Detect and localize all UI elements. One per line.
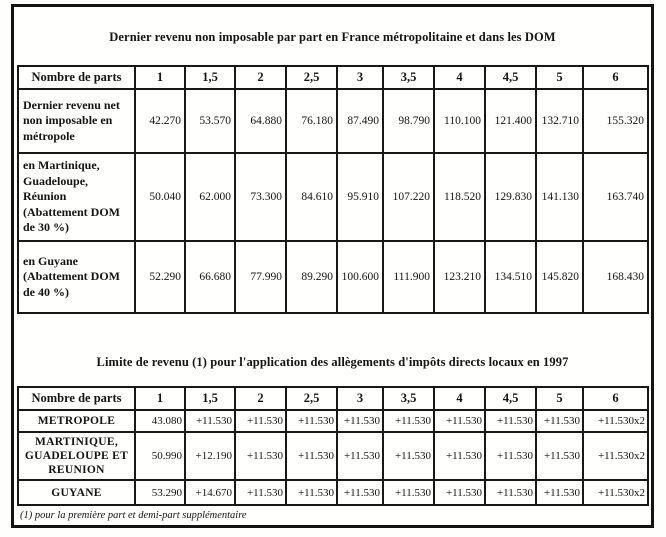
col-header: 2,5 (286, 66, 337, 89)
value-cell: 87.490 (337, 89, 383, 153)
value-cell: +11.530 (485, 480, 536, 505)
value-cell: +11.530 (434, 410, 485, 432)
col-header: 1,5 (185, 387, 235, 410)
value-cell: 43.080 (135, 410, 185, 432)
value-cell: +11.530 (286, 432, 337, 480)
col-header: 4 (434, 387, 485, 410)
col-header: 2,5 (286, 387, 337, 410)
value-cell: 95.910 (337, 153, 383, 241)
col-header: 1 (135, 66, 185, 89)
value-cell: 107.220 (383, 153, 434, 241)
row-label-metropole: METROPOLE (18, 410, 135, 432)
value-cell: +11.530 (536, 432, 583, 480)
value-cell: +11.530 (434, 432, 485, 480)
value-cell: +11.530 (383, 480, 434, 505)
value-cell: +11.530x2 (583, 410, 648, 432)
value-cell: 134.510 (485, 241, 536, 313)
col-header: 3,5 (383, 387, 434, 410)
value-cell: 50.040 (135, 153, 185, 241)
value-cell: +11.530x2 (583, 432, 648, 480)
value-cell: +11.530 (485, 410, 536, 432)
value-cell: +11.530 (235, 432, 286, 480)
value-cell: +11.530x2 (583, 480, 648, 505)
value-cell: 52.290 (135, 241, 185, 313)
value-cell: 50.990 (135, 432, 185, 480)
value-cell: +11.530 (337, 480, 383, 505)
value-cell: +11.530 (485, 432, 536, 480)
col-header: 5 (536, 66, 583, 89)
value-cell: 111.900 (383, 241, 434, 313)
row-label-metropole: Dernier revenu net non imposable en métropole (18, 89, 135, 153)
value-cell: 129.830 (485, 153, 536, 241)
value-cell: +11.530 (434, 480, 485, 505)
value-cell: +11.530 (383, 432, 434, 480)
value-cell: 77.990 (235, 241, 286, 313)
value-cell: 73.300 (235, 153, 286, 241)
col-header: 4,5 (485, 387, 536, 410)
table-row (18, 89, 648, 153)
table-row (18, 153, 648, 241)
value-cell: +11.530 (235, 410, 286, 432)
table-row (18, 480, 648, 505)
value-cell: +11.530 (235, 480, 286, 505)
col-header: 2 (235, 387, 286, 410)
value-cell: 64.880 (235, 89, 286, 153)
footnote: (1) pour la première part et demi-part supplémentaire (20, 510, 247, 521)
col-header: 1 (135, 387, 185, 410)
col-header: 3 (337, 387, 383, 410)
section2-title: Limite de revenu (1) pour l'application des allègements d'impôts directs locaux en 1997 (96, 355, 569, 369)
table-dernier-revenu (17, 65, 649, 314)
col-header-parts: Nombre de parts (18, 66, 135, 89)
value-cell: 110.100 (434, 89, 485, 153)
value-cell: 141.130 (536, 153, 583, 241)
row-label-martinique-guadeloupe-reunion: MARTINIQUE, GUADELOUPE ET REUNION (18, 432, 135, 480)
value-cell: 168.430 (583, 241, 648, 313)
col-header: 3,5 (383, 66, 434, 89)
value-cell: 163.740 (583, 153, 648, 241)
row-label-guyane: en Guyane (Abattement DOM de 40 %) (18, 241, 135, 313)
row-label-guyane: GUYANE (18, 480, 135, 505)
table-row (18, 241, 648, 313)
table-limite-revenu (17, 386, 649, 506)
col-header: 1,5 (185, 66, 235, 89)
value-cell: 145.820 (536, 241, 583, 313)
value-cell: 53.570 (185, 89, 235, 153)
value-cell: +11.530 (536, 410, 583, 432)
value-cell: +11.530 (383, 410, 434, 432)
value-cell: 123.210 (434, 241, 485, 313)
value-cell: +14.670 (185, 480, 235, 505)
col-header: 3 (337, 66, 383, 89)
value-cell: +11.530 (337, 432, 383, 480)
value-cell: +11.530 (337, 410, 383, 432)
value-cell: +11.530 (536, 480, 583, 505)
table1-header-row (18, 66, 648, 89)
col-header-parts: Nombre de parts (18, 387, 135, 410)
value-cell: 53.290 (135, 480, 185, 505)
section1-title: Dernier revenu non imposable par part en France métropolitaine et dans les DOM (109, 30, 556, 44)
table2-header-row (18, 387, 648, 410)
value-cell: +11.530 (286, 410, 337, 432)
col-header: 2 (235, 66, 286, 89)
value-cell: 84.610 (286, 153, 337, 241)
row-label-martinique-guadeloupe-reunion: en Martinique, Guadeloupe, Réunion (Abattement DOM de 30 %) (18, 153, 135, 241)
col-header: 5 (536, 387, 583, 410)
value-cell: 62.000 (185, 153, 235, 241)
value-cell: +12.190 (185, 432, 235, 480)
table-row (18, 432, 648, 480)
value-cell: 98.790 (383, 89, 434, 153)
value-cell: 89.290 (286, 241, 337, 313)
col-header: 6 (583, 66, 648, 89)
value-cell: 132.710 (536, 89, 583, 153)
value-cell: 76.180 (286, 89, 337, 153)
value-cell: 155.320 (583, 89, 648, 153)
value-cell: +11.530 (286, 480, 337, 505)
value-cell: 42.270 (135, 89, 185, 153)
col-header: 4 (434, 66, 485, 89)
value-cell: +11.530 (185, 410, 235, 432)
page-border-frame (11, 4, 654, 528)
table-row (18, 410, 648, 432)
value-cell: 118.520 (434, 153, 485, 241)
col-header: 6 (583, 387, 648, 410)
value-cell: 121.400 (485, 89, 536, 153)
col-header: 4,5 (485, 66, 536, 89)
value-cell: 66.680 (185, 241, 235, 313)
value-cell: 100.600 (337, 241, 383, 313)
